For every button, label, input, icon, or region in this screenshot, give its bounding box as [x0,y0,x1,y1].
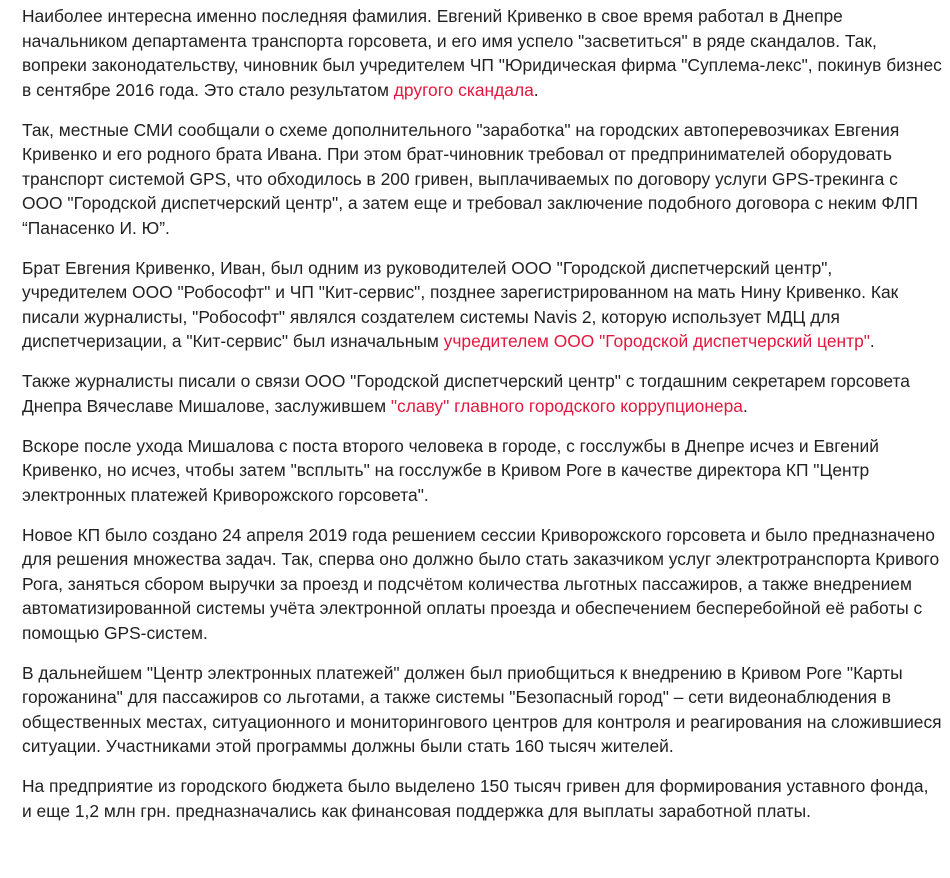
paragraph-5: Вскоре после ухода Мишалова с поста второго человека в городе, с госслужбы в Днепре исчез и Евгений Кривенко, но исчез, чтобы затем "всплыть" на госслужбе в Кривом Роге в качестве директора КП "Центр электронных платежей Криворожского горсовета". [22,435,879,505]
paragraph-4-text-start: Также журналисты писали о связи ООО "Городской диспетчерский центр" с тогдашним секретарем горсовета Днепра Вячеславе Мишалове, заслужившем [22,371,910,416]
paragraph-7: В дальнейшем "Центр электронных платежей" должен был приобщиться к внедрению в Кривом Роге "Карты горожанина" для пассажиров со льготами, а также системы "Безопасный город" – сети видеонаблюдения в общественных местах, ситуационного и мониторингового центров для контроля и реагирования на сложившиеся ситуации. Участниками этой программы должны были стать 160 тысяч жителей. [22,662,942,756]
paragraph-2: Так, местные СМИ сообщали о схеме дополнительного "заработка" на городских автоперевозчиках Евгения Кривенко и его родного брата Ивана. При этом брат-чиновник требовал от предпринимателей оборудовать транспорт системой GPS, что обходилось в 200 гривен, выплачиваемых по договору услуги GPS-трекинга с ООО "Городской диспетчерский центр", а затем еще и требовал заключение подобного договора с неким ФЛП “Панасенко И. Ю”. [22,119,918,238]
link-founder-gdc[interactable]: учредителем ООО "Городской диспетчерский центр" [443,331,870,351]
paragraph-3-text-start: Брат Евгения Кривенко, Иван, был одним из руководителей ООО "Городской диспетчерский центр", учредителем ООО "Робософт" и ЧП "Кит-сервис", позднее зарегистрированном на мать Нину Кривенко. Как писали журналисты, "Робософт" являлся создателем системы Navis 2, которую использует МДЦ для диспетчеризации, а "Кит-сервис" был изначальным [22,257,899,351]
paragraph-4-text-end: . [742,395,748,416]
paragraph-3-text-end: . [869,331,875,351]
link-corruption-fame[interactable]: "славу" главного городского коррупционера [390,395,743,416]
paragraph-1-text-end: . [533,79,539,100]
paragraph-8: На предприятие из городского бюджета было выделено 150 тысяч гривен для формирования уставного фонда, и еще 1,2 млн грн. предназначались как финансовая поддержка для выплаты заработной платы. [22,776,929,821]
link-other-scandal[interactable]: другого скандала [393,79,534,100]
paragraph-3 [22,256,942,354]
article-body [22,4,942,839]
paragraph-4 [22,369,942,418]
paragraph-1-text-start: Наиболее интересна именно последняя фамилия. Евгений Кривенко в свое время работал в Днепре начальником департамента транспорта горсовета, и его имя успело "засветиться" в ряде скандалов. Так, вопреки законодательству, чиновник был учредителем ЧП "Юридическая фирма "Суплема-лекс", покинув бизнес в сентябре 2016 года. Это стало результатом [22,6,942,100]
paragraph-1 [22,4,942,102]
paragraph-6: Новое КП было создано 24 апреля 2019 года решением сессии Криворожского горсовета и было предназначено для решения множества задач. Так, сперва оно должно было стать заказчиком услуг электротранспорта Кривого Рога, заняться сбором выручки за проезд и подсчётом количества льготных пассажиров, а также внедрением автоматизированной системы учёта электронной оплаты проезда и обеспечением бесперебойной её работы с помощью GPS-систем. [22,524,940,643]
